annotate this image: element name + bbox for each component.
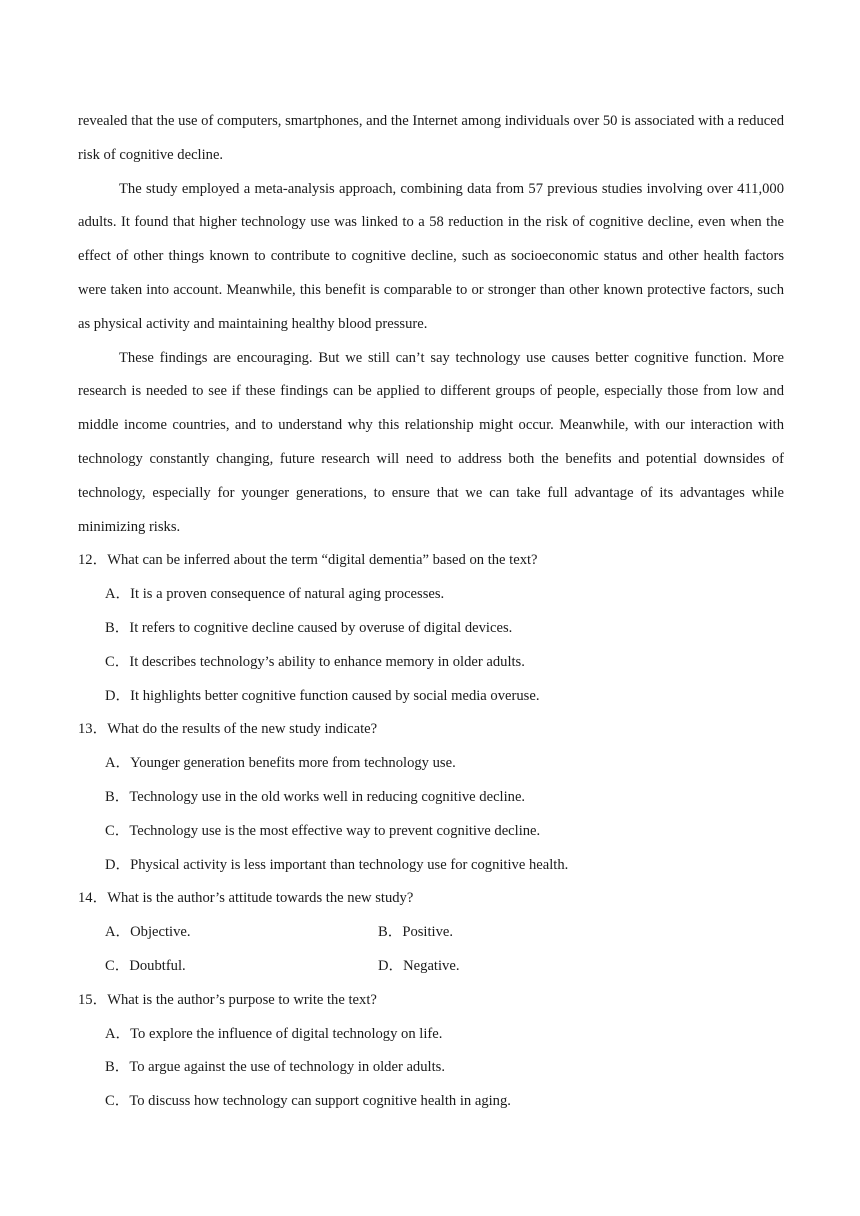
option-row xyxy=(78,950,784,984)
question-14 xyxy=(78,882,784,983)
question-text: What can be inferred about the term “digital dementia” based on the text? xyxy=(107,552,538,569)
option-a[interactable] xyxy=(105,916,378,950)
option-text: To discuss how technology can support cognitive health in aging. xyxy=(129,1093,511,1110)
question-number: 12． xyxy=(78,552,108,569)
option-letter: B． xyxy=(378,924,403,941)
question-12 xyxy=(78,544,784,713)
option-a[interactable] xyxy=(78,1018,784,1052)
option-a[interactable] xyxy=(78,747,784,781)
question-text: What is the author’s attitude towards the new study? xyxy=(107,890,414,907)
option-c[interactable] xyxy=(78,1085,784,1119)
option-text: It describes technology’s ability to enhance memory in older adults. xyxy=(129,653,525,670)
option-letter: C． xyxy=(105,822,130,839)
option-letter: D． xyxy=(378,957,404,974)
option-text: To explore the influence of digital technology on life. xyxy=(130,1025,443,1042)
option-a[interactable] xyxy=(78,578,784,612)
question-stem xyxy=(78,713,784,747)
option-letter: B． xyxy=(105,788,130,805)
option-text: Objective. xyxy=(130,924,191,941)
question-text: What is the author’s purpose to write the text? xyxy=(107,991,377,1008)
option-b[interactable] xyxy=(78,612,784,646)
question-15 xyxy=(78,984,784,1119)
option-letter: A． xyxy=(105,586,131,603)
option-letter: A． xyxy=(105,924,131,941)
option-text: It highlights better cognitive function caused by social media overuse. xyxy=(130,687,540,704)
question-13 xyxy=(78,713,784,882)
option-letter: A． xyxy=(105,1025,131,1042)
question-number: 14． xyxy=(78,890,108,907)
question-number: 15． xyxy=(78,991,108,1008)
option-text: Positive. xyxy=(402,924,454,941)
question-stem xyxy=(78,984,784,1018)
option-text: Negative. xyxy=(403,957,460,974)
question-stem xyxy=(78,544,784,578)
option-letter: D． xyxy=(105,687,131,704)
option-d[interactable] xyxy=(378,950,651,984)
option-text: Physical activity is less important than technology use for cognitive health. xyxy=(130,856,569,873)
option-b[interactable] xyxy=(378,916,651,950)
question-number: 13． xyxy=(78,721,108,738)
option-text: Younger generation benefits more from technology use. xyxy=(130,755,456,772)
option-letter: B． xyxy=(105,1059,130,1076)
option-text: Technology use in the old works well in reducing cognitive decline. xyxy=(129,788,526,805)
option-b[interactable] xyxy=(78,1051,784,1085)
option-b[interactable] xyxy=(78,781,784,815)
question-stem xyxy=(78,882,784,916)
option-text: It is a proven consequence of natural aging processes. xyxy=(130,586,445,603)
question-text: What do the results of the new study indicate? xyxy=(107,721,378,738)
option-letter: C． xyxy=(105,653,130,670)
option-d[interactable] xyxy=(78,680,784,714)
passage-paragraph-3: These findings are encouraging. But we still can’t say technology use causes better cognitive function. More research is needed to see if these findings can be applied to different groups of people, especially those from low and middle income countries, and to understand why this relationship might occur. Meanwhile, with our interaction with technology constantly changing, future research will need to address both the benefits and potential downsides of technology, especially for younger generations, to ensure that we can take full advantage of its advantages while minimizing risks. xyxy=(78,349,784,535)
option-text: It refers to cognitive decline caused by overuse of digital devices. xyxy=(129,619,513,636)
option-row xyxy=(78,916,784,950)
option-c[interactable] xyxy=(105,950,378,984)
option-letter: A． xyxy=(105,755,131,772)
option-letter: D． xyxy=(105,856,131,873)
document-page xyxy=(78,105,784,1119)
option-letter: C． xyxy=(105,1093,130,1110)
option-text: Technology use is the most effective way to prevent cognitive decline. xyxy=(129,822,541,839)
option-text: Doubtful. xyxy=(129,957,186,974)
option-letter: B． xyxy=(105,619,130,636)
option-c[interactable] xyxy=(78,646,784,680)
option-d[interactable] xyxy=(78,849,784,883)
option-letter: C． xyxy=(105,957,130,974)
option-text: To argue against the use of technology in older adults. xyxy=(129,1059,445,1076)
passage-paragraph-2: The study employed a meta-analysis approach, combining data from 57 previous studies involving over 411,000 adults. It found that higher technology use was linked to a 58 reduction in the risk of cognitive decline, even when the effect of other things known to contribute to cognitive decline, such as socioeconomic status and other health factors were taken into account. Meanwhile, this benefit is comparable to or stronger than other known protective factors, such as physical activity and maintaining healthy blood pressure. xyxy=(78,180,784,332)
passage-paragraph-1: revealed that the use of computers, smartphones, and the Internet among individuals over 50 is associated with a reduced risk of cognitive decline. xyxy=(78,113,784,163)
option-c[interactable] xyxy=(78,815,784,849)
